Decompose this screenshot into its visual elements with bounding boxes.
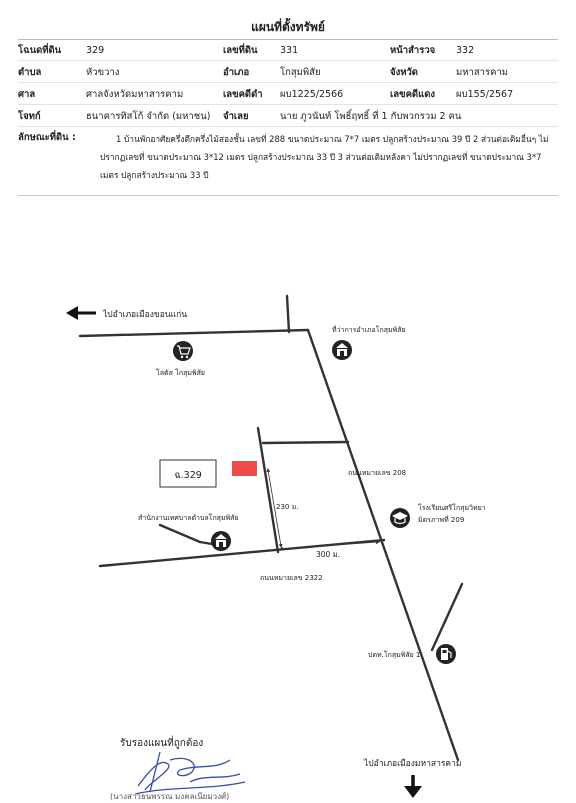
label-lotus: โลตัส โกสุมพิสัย <box>156 369 205 377</box>
label-gas-station: ปตท.โกสุมพิสัย 1 <box>368 651 421 659</box>
municipality-office-icon <box>211 531 231 551</box>
label-district-office: ที่ว่าการอำเภอโกสุมพิสัย <box>332 326 406 334</box>
label-road-208: ถนนหมายเลข 208 <box>348 469 407 477</box>
plaintiff-value: ธนาคารทิสโก้ จำกัด (มหาชน) <box>86 111 211 122</box>
label-school-1: โรงเรียนศรีโกสุมวิทยา <box>418 504 486 512</box>
road-top-spur <box>287 296 289 332</box>
survey-page-label: หน้าสำรวจ <box>390 45 436 56</box>
land-no-label: เลขที่ดิน <box>223 45 258 56</box>
label-road-2322: ถนนหมายเลข 2322 <box>260 574 323 582</box>
label-municipality: สำนักงานเทศบาลตำบลโกสุมพิสัย <box>138 514 239 522</box>
shopping-cart-icon <box>173 341 193 361</box>
arrow-down-icon <box>404 775 422 798</box>
gas-station-icon <box>436 644 456 664</box>
label-to-mahasarakham: ไปอำเภอเมืองมหาสารคาม <box>364 759 462 769</box>
arrow-left-icon <box>66 306 96 320</box>
label-distance-300: 300 ม. <box>316 550 341 559</box>
parcel-label: ฉ.329 <box>174 470 202 481</box>
red-case-value: ผบ155/2567 <box>456 89 514 100</box>
black-case-label: เลขคดีดำ <box>223 89 263 100</box>
label-distance-230: 230 ม. <box>276 503 299 511</box>
red-case-label: เลขคดีแดง <box>390 89 436 100</box>
plaintiff-label: โจทก์ <box>18 111 41 122</box>
defendant-value: นาย ภูวนันท์ โพธิ์ฤทธิ์ ที่ 1 กับพวกรวม 2 คน <box>280 111 462 122</box>
court-label: ศาล <box>18 89 36 100</box>
road-soi-cross <box>263 442 348 443</box>
deed-label: โฉนดที่ดิน <box>18 45 62 56</box>
road-top <box>80 330 308 336</box>
road-network <box>80 296 465 760</box>
court-value: ศาลจังหวัดมหาสารคาม <box>86 89 184 100</box>
road-2322 <box>100 540 384 566</box>
signature-image <box>135 752 245 794</box>
graduation-cap-icon <box>390 508 410 528</box>
description-label: ลักษณะที่ดิน : <box>18 132 76 143</box>
parcel-marker <box>232 461 257 476</box>
land-no-value: 331 <box>280 45 299 56</box>
district-label: อำเภอ <box>223 67 250 78</box>
dimension-300 <box>281 542 378 549</box>
district-value: โกสุมพิสัย <box>280 67 321 78</box>
government-building-icon <box>332 340 352 360</box>
province-value: มหาสารคาม <box>456 67 509 78</box>
subdistrict-value: หัวขวาง <box>86 67 120 78</box>
property-description: 1 บ้านพักอาศัยครึ่งตึกครึ่งไม้สองชั้น เลขที่ 288 ขนาดประมาณ 7*7 เมตร ปลูกสร้างประมาณ 39 ปี 2 ส่วนต่อเติมอื่นๆ ไม่ปรากฏเลขที่ ขนาดประมาณ 3*12 เมตร ปลูกสร้างประมาณ 33 ปี 3 ส่วนต่อเติมหลังคา ไม่ปรากฏเลขที่ ขนาดประมาณ 3*7 เมตร ปลูกสร้างประมาณ 33 ปี <box>100 134 549 180</box>
road-left-branch <box>160 525 200 542</box>
subdistrict-label: ตำบล <box>18 67 42 78</box>
certify-label: รับรองแผนที่ถูกต้อง <box>120 738 204 749</box>
page-title: แผนที่ตั้งทรัพย์ <box>251 20 325 34</box>
road-right-branch <box>432 584 462 650</box>
road-soi <box>258 428 278 552</box>
label-to-khonkaen: ไปอำเภอเมืองขอนแก่น <box>103 310 188 320</box>
defendant-label: จำเลย <box>223 111 249 122</box>
deed-value: 329 <box>86 45 105 56</box>
signer-name: (นางสาวธนพรรณ มงคลเนียมวงศ์) <box>110 792 230 801</box>
label-school-2: มิตรภาพที่ 209 <box>418 516 465 524</box>
survey-page-value: 332 <box>456 45 475 56</box>
province-label: จังหวัด <box>390 67 418 78</box>
black-case-value: ผบ1225/2566 <box>280 89 344 100</box>
